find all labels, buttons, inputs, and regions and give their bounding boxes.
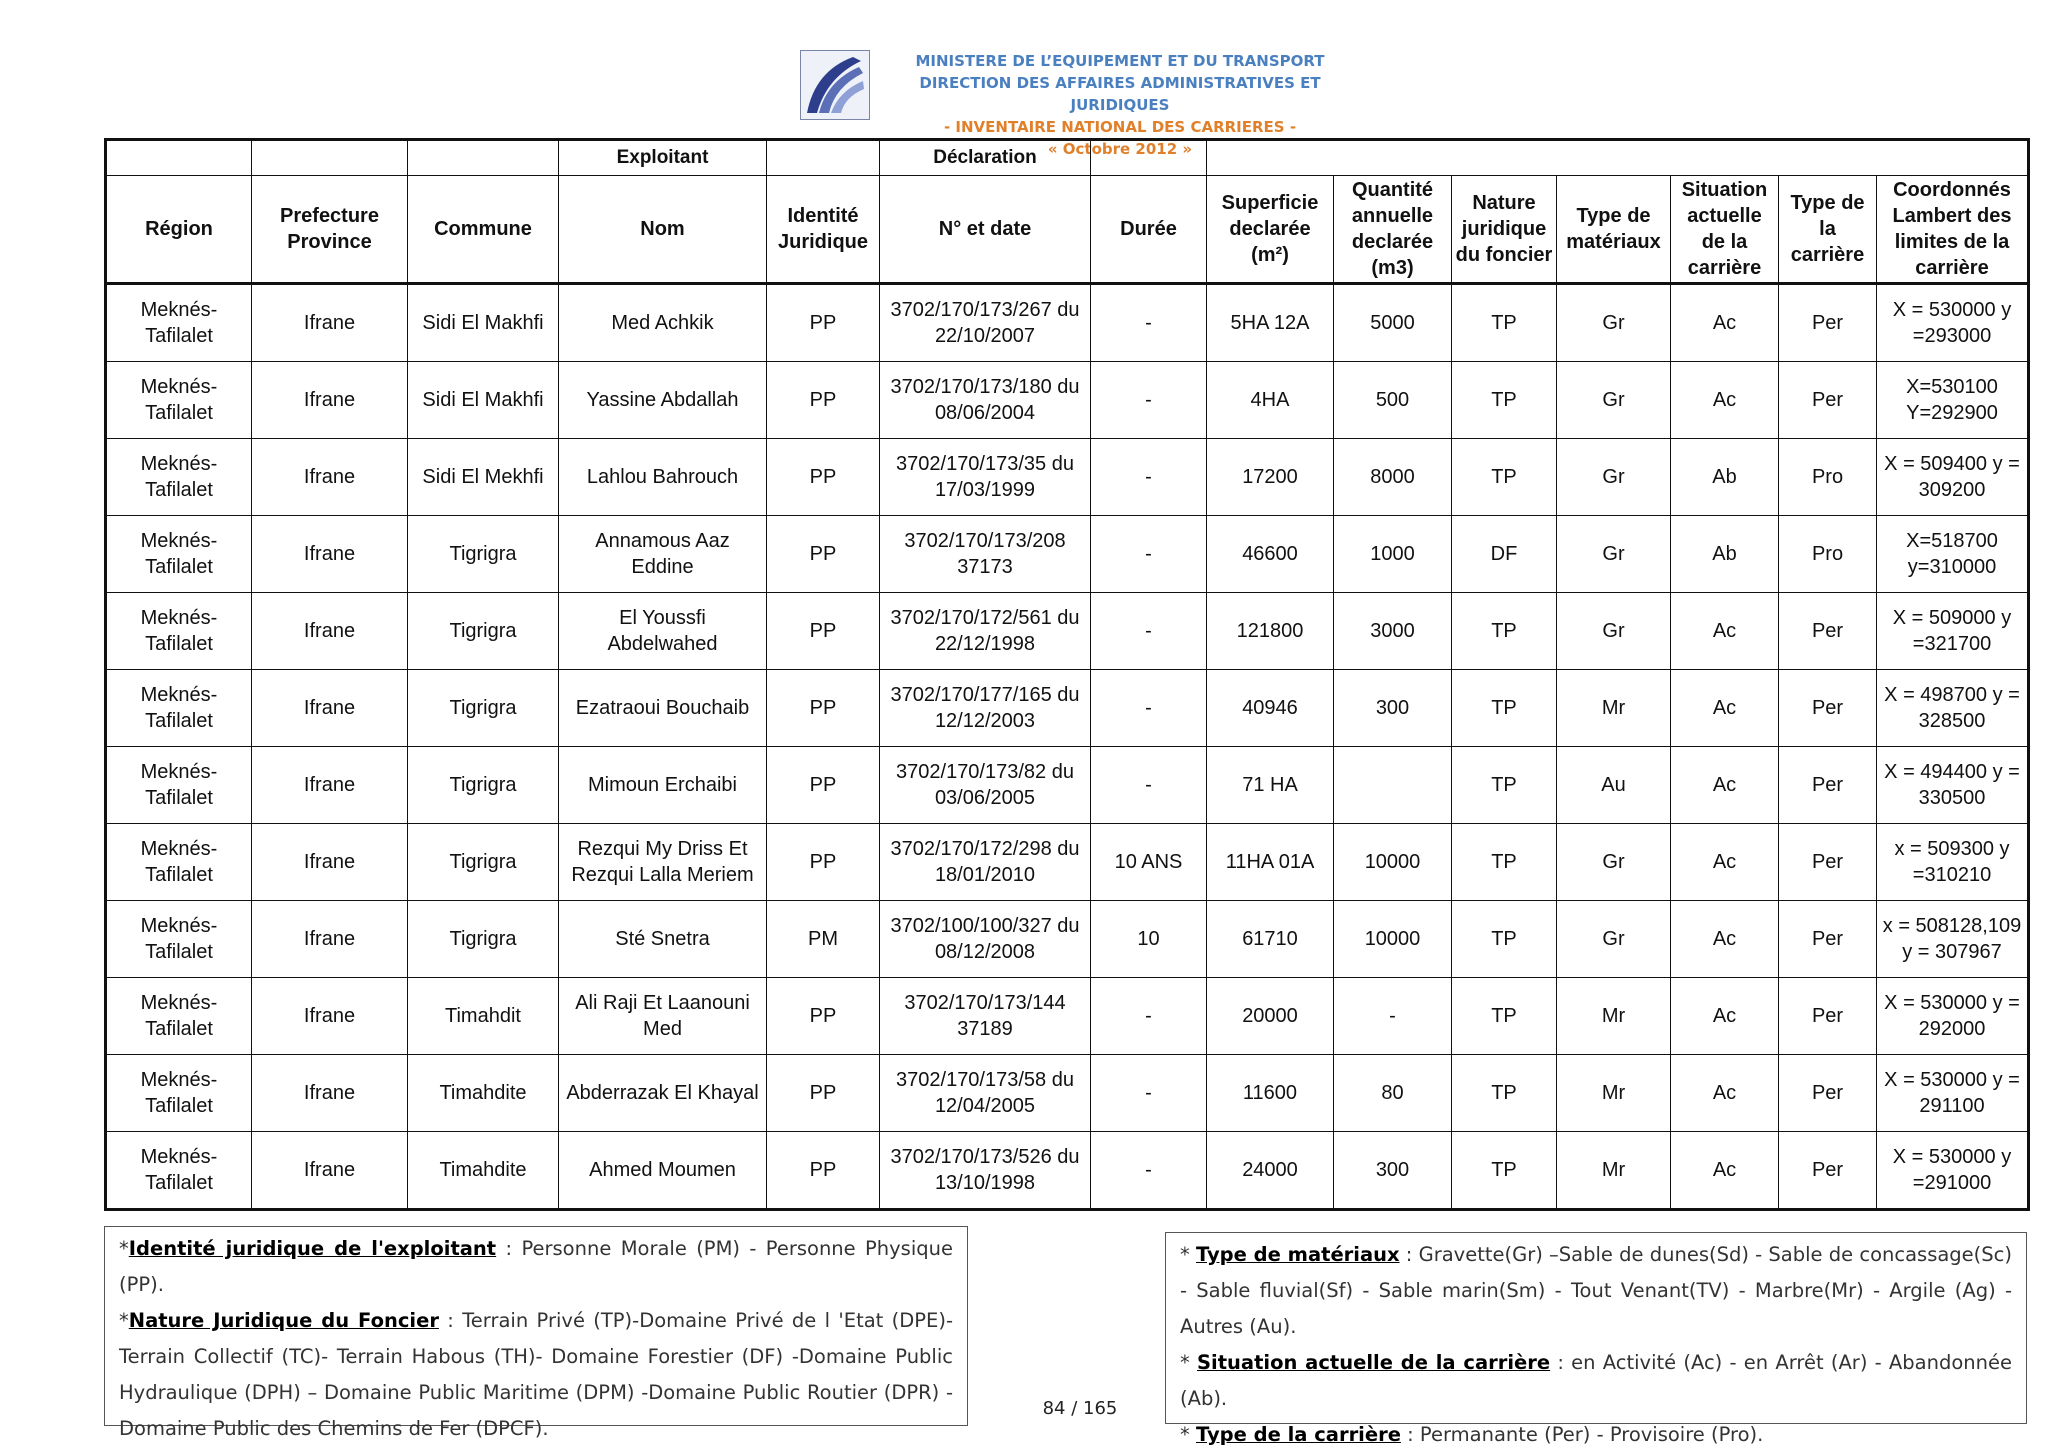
table-cell: Meknés-Tafilalet xyxy=(106,978,252,1055)
table-row xyxy=(106,901,2029,978)
table-cell: PP xyxy=(767,362,880,439)
table-cell: 300 xyxy=(1334,1132,1452,1210)
table-cell: Per xyxy=(1779,1132,1877,1210)
table-cell: Meknés-Tafilalet xyxy=(106,593,252,670)
table-cell: 5000 xyxy=(1334,284,1452,362)
column-header: Région xyxy=(106,176,252,284)
column-header: N° et date xyxy=(880,176,1091,284)
table-cell: Ac xyxy=(1671,824,1779,901)
table-cell: X = 530000 y =293000 xyxy=(1877,284,2029,362)
header-spacer xyxy=(767,140,880,176)
table-cell: PP xyxy=(767,1055,880,1132)
table-cell: TP xyxy=(1452,1132,1557,1210)
table-cell: PP xyxy=(767,747,880,824)
table-cell: Gr xyxy=(1557,593,1671,670)
table-cell: Au xyxy=(1557,747,1671,824)
table-cell: PP xyxy=(767,824,880,901)
table-cell: Ac xyxy=(1671,284,1779,362)
table-cell: 10000 xyxy=(1334,824,1452,901)
table-cell: 61710 xyxy=(1207,901,1334,978)
table-body xyxy=(106,284,2029,1210)
legend-left: *Identité juridique de l'exploitant : Personne Morale (PM) - Personne Physique (PP). *Nature Juridique du Foncier : Terrain Privé (TP)-Domaine Privé de l 'Etat (DPE)- Terrain Collectif (TC)- Terrain Habous (TH)- Domaine Forestier (DF) -Domaine Public Hydraulique (DPH) – Domaine Public Maritime (DPM) -Domaine Public Routier (DPR) - Domaine Public des Chemins de Fer (DPCF). xyxy=(104,1226,968,1426)
table-cell: Ac xyxy=(1671,593,1779,670)
table-cell: Ab xyxy=(1671,516,1779,593)
table-cell: PP xyxy=(767,516,880,593)
table-cell: PP xyxy=(767,978,880,1055)
table-cell: El Youssfi Abdelwahed xyxy=(559,593,767,670)
ministry-logo xyxy=(800,50,870,120)
table-cell: Ac xyxy=(1671,901,1779,978)
table-cell: Meknés-Tafilalet xyxy=(106,901,252,978)
table-cell: X = 494400 y = 330500 xyxy=(1877,747,2029,824)
column-header: Identité Juridique xyxy=(767,176,880,284)
table-cell: TP xyxy=(1452,670,1557,747)
table-row xyxy=(106,593,2029,670)
table-cell: 5HA 12A xyxy=(1207,284,1334,362)
table-cell: Mr xyxy=(1557,1132,1671,1210)
column-header: Commune xyxy=(408,176,559,284)
table-cell: TP xyxy=(1452,747,1557,824)
table-cell: Meknés-Tafilalet xyxy=(106,747,252,824)
table-cell: 3702/170/173/35 du 17/03/1999 xyxy=(880,439,1091,516)
table-cell: Timahdite xyxy=(408,1055,559,1132)
table-cell: Lahlou Bahrouch xyxy=(559,439,767,516)
table-cell: Tigrigra xyxy=(408,747,559,824)
table-row xyxy=(106,284,2029,362)
table-cell: 3702/170/173/82 du 03/06/2005 xyxy=(880,747,1091,824)
group-header-declaration: Déclaration xyxy=(880,140,1091,176)
table-row xyxy=(106,516,2029,593)
legend-type-title: Type de la carrière xyxy=(1195,1423,1401,1446)
table-cell: Gr xyxy=(1557,516,1671,593)
table-cell: 20000 xyxy=(1207,978,1334,1055)
column-header: Prefecture Province xyxy=(252,176,408,284)
table-cell: 3702/170/173/180 du 08/06/2004 xyxy=(880,362,1091,439)
header-spacer xyxy=(408,140,559,176)
table-cell: X = 509000 y =321700 xyxy=(1877,593,2029,670)
table-row xyxy=(106,439,2029,516)
table-cell: 8000 xyxy=(1334,439,1452,516)
table-cell: 80 xyxy=(1334,1055,1452,1132)
table-cell: TP xyxy=(1452,901,1557,978)
table-cell: DF xyxy=(1452,516,1557,593)
table-cell: PP xyxy=(767,670,880,747)
group-header-exploitant: Exploitant xyxy=(559,140,767,176)
table-cell: PP xyxy=(767,593,880,670)
table-row xyxy=(106,747,2029,824)
table-cell: - xyxy=(1091,284,1207,362)
table-cell: Ifrane xyxy=(252,439,408,516)
table-cell: Mr xyxy=(1557,1055,1671,1132)
table-cell: Ifrane xyxy=(252,824,408,901)
table-cell: X=518700 y=310000 xyxy=(1877,516,2029,593)
table-cell: Tigrigra xyxy=(408,824,559,901)
table-row xyxy=(106,824,2029,901)
table-cell: Ifrane xyxy=(252,1055,408,1132)
table-cell: Sidi El Makhfi xyxy=(408,362,559,439)
table-cell: Abderrazak El Khayal xyxy=(559,1055,767,1132)
table-cell: Per xyxy=(1779,747,1877,824)
table-cell: X = 509400 y = 309200 xyxy=(1877,439,2029,516)
table-cell: Ifrane xyxy=(252,284,408,362)
table-cell: Sidi El Mekhfi xyxy=(408,439,559,516)
table-cell: Tigrigra xyxy=(408,516,559,593)
table-cell: Rezqui My Driss Et Rezqui Lalla Meriem xyxy=(559,824,767,901)
table-cell: Ezatraoui Bouchaib xyxy=(559,670,767,747)
table-cell: x = 508128,109 y = 307967 xyxy=(1877,901,2029,978)
table-cell: Ifrane xyxy=(252,1132,408,1210)
column-header: Type de matériaux xyxy=(1557,176,1671,284)
table-cell: 11HA 01A xyxy=(1207,824,1334,901)
table-row xyxy=(106,1055,2029,1132)
table-cell: Ac xyxy=(1671,978,1779,1055)
legend-type-text: : Permanante (Per) - Provisoire (Pro). xyxy=(1400,1423,1764,1446)
table-cell: Sidi El Makhfi xyxy=(408,284,559,362)
table-cell: Ac xyxy=(1671,362,1779,439)
table-cell: 24000 xyxy=(1207,1132,1334,1210)
table-cell: Gr xyxy=(1557,824,1671,901)
table-cell: Gr xyxy=(1557,901,1671,978)
table-cell: 40946 xyxy=(1207,670,1334,747)
table-cell: - xyxy=(1091,978,1207,1055)
legend-identite-text: : Personne Morale (PM) - Personne Physique (PP). xyxy=(119,1237,953,1296)
table-cell: Ali Raji Et Laanouni Med xyxy=(559,978,767,1055)
table-row xyxy=(106,978,2029,1055)
legend-materiaux-title: Type de matériaux xyxy=(1195,1243,1400,1266)
table-cell: X = 530000 y = 291100 xyxy=(1877,1055,2029,1132)
column-header: Quantité annuelle declarée (m3) xyxy=(1334,176,1452,284)
table-cell: Per xyxy=(1779,593,1877,670)
table-cell: X = 530000 y =291000 xyxy=(1877,1132,2029,1210)
table-row xyxy=(106,670,2029,747)
table-cell: - xyxy=(1091,362,1207,439)
table-cell: 10 xyxy=(1091,901,1207,978)
table-cell: Tigrigra xyxy=(408,593,559,670)
column-header: Nature juridique du foncier xyxy=(1452,176,1557,284)
legend-nature-title: Nature Juridique du Foncier xyxy=(128,1309,439,1332)
table-cell: Per xyxy=(1779,362,1877,439)
table-cell: 3702/170/173/58 du 12/04/2005 xyxy=(880,1055,1091,1132)
table-cell: 10000 xyxy=(1334,901,1452,978)
legend-situation-text: : en Activité (Ac) - en Arrêt (Ar) - Abandonnée (Ab). xyxy=(1180,1351,2012,1410)
table-cell: Per xyxy=(1779,978,1877,1055)
column-header: Type de la carrière xyxy=(1779,176,1877,284)
table-cell: - xyxy=(1091,593,1207,670)
table-cell: 3702/170/177/165 du 12/12/2003 xyxy=(880,670,1091,747)
group-header-row xyxy=(106,140,2029,176)
table-cell: 3702/170/173/208 37173 xyxy=(880,516,1091,593)
table-cell: Sté Snetra xyxy=(559,901,767,978)
table-cell: TP xyxy=(1452,978,1557,1055)
inventory-title: - INVENTAIRE NATIONAL DES CARRIERES - xyxy=(943,118,1297,136)
table-cell: Ac xyxy=(1671,747,1779,824)
table-cell: Per xyxy=(1779,284,1877,362)
quarry-inventory-table xyxy=(104,138,2030,1211)
table-cell: 300 xyxy=(1334,670,1452,747)
table-cell: 3702/170/172/561 du 22/12/1998 xyxy=(880,593,1091,670)
table-cell: Meknés-Tafilalet xyxy=(106,1055,252,1132)
table-cell: Ifrane xyxy=(252,901,408,978)
table-cell: Ab xyxy=(1671,439,1779,516)
table-cell: TP xyxy=(1452,1055,1557,1132)
header-spacer xyxy=(1207,140,2029,176)
table-cell: Mr xyxy=(1557,670,1671,747)
header-spacer xyxy=(252,140,408,176)
table-cell: Meknés-Tafilalet xyxy=(106,284,252,362)
table-cell: X=530100 Y=292900 xyxy=(1877,362,2029,439)
table-cell: Per xyxy=(1779,1055,1877,1132)
legend-materiaux-text: : Gravette(Gr) –Sable de dunes(Sd) - Sable de concassage(Sc) - Sable fluvial(Sf) - Sable marin(Sm) - Tout Venant(TV) - Marbre(Mr) - Argile (Ag) - Autres (Au). xyxy=(1180,1243,2012,1338)
ministry-title: MINISTERE DE L’EQUIPEMENT ET DU TRANSPORT xyxy=(915,52,1325,70)
table-cell: 3702/170/173/144 37189 xyxy=(880,978,1091,1055)
column-header-row xyxy=(106,176,2029,284)
direction-title: DIRECTION DES AFFAIRES ADMINISTRATIVES ET JURIDIQUES xyxy=(919,74,1321,114)
table-cell: Ac xyxy=(1671,1132,1779,1210)
column-header: Durée xyxy=(1091,176,1207,284)
table-cell: - xyxy=(1334,978,1452,1055)
table-cell: Ac xyxy=(1671,1055,1779,1132)
table-cell: - xyxy=(1091,516,1207,593)
table-cell: Gr xyxy=(1557,439,1671,516)
page-number: 84 / 165 xyxy=(1042,1398,1118,1419)
table-cell: TP xyxy=(1452,439,1557,516)
table-cell: PP xyxy=(767,439,880,516)
header-spacer xyxy=(106,140,252,176)
inventory-date: « Octobre 2012 » xyxy=(1047,140,1193,158)
table-cell: Ifrane xyxy=(252,670,408,747)
table-cell: 10 ANS xyxy=(1091,824,1207,901)
table-cell: Tigrigra xyxy=(408,670,559,747)
column-header: Nom xyxy=(559,176,767,284)
table-cell: 3702/100/100/327 du 08/12/2008 xyxy=(880,901,1091,978)
table-cell: PM xyxy=(767,901,880,978)
table-cell: 17200 xyxy=(1207,439,1334,516)
legend-right: * Type de matériaux : Gravette(Gr) –Sable de dunes(Sd) - Sable de concassage(Sc) - Sable fluvial(Sf) - Sable marin(Sm) - Tout Venant(TV) - Marbre(Mr) - Argile (Ag) - Autres (Au). * Situation actuelle de la carrière : en Activité (Ac) - en Arrêt (Ar) - Abandonnée (Ab). * Type de la carrière : Permanante (Per) - Provisoire (Pro). xyxy=(1165,1232,2027,1424)
table-cell: - xyxy=(1091,1055,1207,1132)
table-row xyxy=(106,362,2029,439)
table-cell: - xyxy=(1091,1132,1207,1210)
table-cell: x = 509300 y =310210 xyxy=(1877,824,2029,901)
table-cell: Med Achkik xyxy=(559,284,767,362)
table-cell: 3702/170/173/526 du 13/10/1998 xyxy=(880,1132,1091,1210)
table-cell: Gr xyxy=(1557,362,1671,439)
table-cell: Per xyxy=(1779,824,1877,901)
table-cell: Mr xyxy=(1557,978,1671,1055)
table-cell: Meknés-Tafilalet xyxy=(106,516,252,593)
table-cell: Ifrane xyxy=(252,362,408,439)
column-header: Superficie declarée (m²) xyxy=(1207,176,1334,284)
legend-identite-title: Identité juridique de l'exploitant xyxy=(128,1237,497,1260)
table-cell: Tigrigra xyxy=(408,901,559,978)
column-header: Situation actuelle de la carrière xyxy=(1671,176,1779,284)
table-cell: TP xyxy=(1452,362,1557,439)
table-cell: Ac xyxy=(1671,670,1779,747)
table-cell: TP xyxy=(1452,593,1557,670)
table-cell: Pro xyxy=(1779,439,1877,516)
table-cell: Timahdit xyxy=(408,978,559,1055)
table-cell: Meknés-Tafilalet xyxy=(106,1132,252,1210)
table-cell: PP xyxy=(767,284,880,362)
table-cell: 3000 xyxy=(1334,593,1452,670)
table-cell: 71 HA xyxy=(1207,747,1334,824)
table-cell: TP xyxy=(1452,824,1557,901)
legend-situation-title: Situation actuelle de la carrière xyxy=(1196,1351,1551,1374)
table-cell: Mimoun Erchaibi xyxy=(559,747,767,824)
table-cell: Timahdite xyxy=(408,1132,559,1210)
table-cell xyxy=(1334,747,1452,824)
table-cell: - xyxy=(1091,747,1207,824)
table-cell: Annamous Aaz Eddine xyxy=(559,516,767,593)
table-cell: Meknés-Tafilalet xyxy=(106,670,252,747)
table-cell: Meknés-Tafilalet xyxy=(106,824,252,901)
table-cell: - xyxy=(1091,439,1207,516)
table-cell: Yassine Abdallah xyxy=(559,362,767,439)
table-cell: 500 xyxy=(1334,362,1452,439)
table-cell: 3702/170/173/267 du 22/10/2007 xyxy=(880,284,1091,362)
table-cell: Meknés-Tafilalet xyxy=(106,362,252,439)
table-cell: 46600 xyxy=(1207,516,1334,593)
table-cell: X = 530000 y = 292000 xyxy=(1877,978,2029,1055)
table-cell: X = 498700 y = 328500 xyxy=(1877,670,2029,747)
table-cell: Per xyxy=(1779,670,1877,747)
table-cell: Meknés-Tafilalet xyxy=(106,439,252,516)
header-spacer xyxy=(1091,140,1207,176)
table-cell: Pro xyxy=(1779,516,1877,593)
table-cell: Ahmed Moumen xyxy=(559,1132,767,1210)
table-cell: 121800 xyxy=(1207,593,1334,670)
table-cell: TP xyxy=(1452,284,1557,362)
table-cell: Ifrane xyxy=(252,747,408,824)
table-cell: - xyxy=(1091,670,1207,747)
table-cell: Per xyxy=(1779,901,1877,978)
table-cell: 3702/170/172/298 du 18/01/2010 xyxy=(880,824,1091,901)
table-cell: 11600 xyxy=(1207,1055,1334,1132)
column-header: Coordonnés Lambert des limites de la carrière xyxy=(1877,176,2029,284)
table-cell: Gr xyxy=(1557,284,1671,362)
table-cell: Ifrane xyxy=(252,593,408,670)
legend-nature-text: : Terrain Privé (TP)-Domaine Privé de l 'Etat (DPE)- Terrain Collectif (TC)- Terrain Habous (TH)- Domaine Forestier (DF) -Domaine Public Hydraulique (DPH) – Domaine Public Maritime (DPM) -Domaine Public Routier (DPR) - Domaine Public des Chemins de Fer (DPCF). xyxy=(119,1309,954,1440)
table-row xyxy=(106,1132,2029,1210)
table-cell: PP xyxy=(767,1132,880,1210)
table-cell: Ifrane xyxy=(252,978,408,1055)
table-cell: Ifrane xyxy=(252,516,408,593)
table-cell: 4HA xyxy=(1207,362,1334,439)
table-cell: 1000 xyxy=(1334,516,1452,593)
